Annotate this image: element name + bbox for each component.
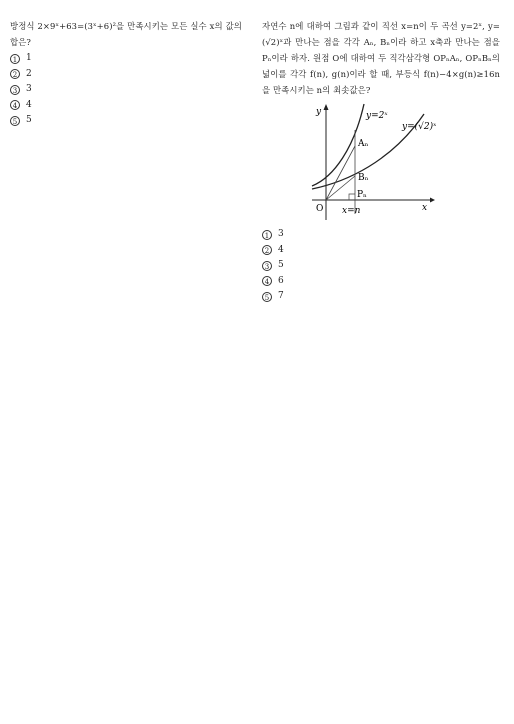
choice-label: 4 — [26, 99, 32, 110]
question-2-text: 자연수 n에 대하여 그림과 같이 직선 x=n이 두 곡선 y=2ˣ, y=(√2)ˣ과 만나는 점을 각각 Aₙ, Bₙ이라 하고 x축과 만나는 점을 Pₙ이라 하자. 원점 O에 대하여 두 직각삼각형 OPₙAₙ, OPₙBₙ의 넓이를 각각 f(n), g(n)이라 할 때, 부등식 f(n)−4×g(n)≥16n을 만족시키는 n의 최솟값은? — [262, 21, 500, 95]
choice-1[interactable] — [10, 51, 242, 67]
line-x-n-label: x=n — [342, 206, 361, 216]
question-1 — [10, 18, 242, 129]
choice-2[interactable] — [262, 243, 500, 259]
point-b-label: Bₙ — [358, 173, 369, 183]
choice-4[interactable] — [262, 274, 500, 290]
curve-2-label: y=(√2)ˣ — [402, 122, 436, 132]
choice-number-3: 3 — [10, 85, 20, 95]
choice-number-5: 5 — [10, 116, 20, 126]
choice-label: 3 — [26, 84, 32, 94]
choice-3[interactable] — [262, 258, 500, 274]
choice-number-2: 2 — [10, 69, 20, 79]
question-2-choices — [262, 227, 500, 305]
exponential-curves-figure — [306, 102, 436, 224]
choice-3[interactable] — [10, 82, 242, 98]
choice-4[interactable] — [10, 98, 242, 114]
choice-number-1: 1 — [262, 230, 272, 240]
choice-label: 7 — [278, 291, 284, 301]
x-axis-label: x — [422, 203, 428, 213]
origin-label: O — [316, 204, 324, 214]
question-1-choices — [10, 51, 242, 129]
point-a-label: Aₙ — [358, 139, 369, 149]
right-angle-mark — [349, 194, 355, 200]
y-axis-label: y — [316, 107, 322, 117]
choice-number-4: 4 — [262, 276, 272, 286]
choice-number-5: 5 — [262, 292, 272, 302]
choice-5[interactable] — [262, 289, 500, 305]
choice-number-4: 4 — [10, 100, 20, 110]
choice-5[interactable] — [10, 113, 242, 129]
x-axis-arrow — [430, 198, 435, 203]
choice-label: 2 — [26, 68, 32, 79]
choice-number-3: 3 — [262, 261, 272, 271]
choice-label: 5 — [26, 115, 32, 125]
point-p-label: Pₙ — [357, 190, 367, 200]
choice-label: 3 — [278, 229, 284, 239]
choice-label: 6 — [278, 275, 284, 286]
choice-number-1: 1 — [10, 54, 20, 64]
choice-label: 5 — [278, 260, 284, 270]
question-1-text: 방정식 2×9ˣ+63=(3ˣ+6)²을 만족시키는 모든 실수 x의 값의 합은? — [10, 21, 242, 47]
y-axis-arrow — [324, 104, 329, 110]
choice-label: 1 — [26, 53, 32, 63]
segment-o-b — [326, 176, 355, 200]
choice-1[interactable] — [262, 227, 500, 243]
question-2 — [262, 18, 500, 305]
choice-label: 4 — [278, 244, 284, 255]
choice-number-2: 2 — [262, 245, 272, 255]
choice-2[interactable] — [10, 67, 242, 83]
curve-1-label: y=2ˣ — [366, 111, 388, 121]
